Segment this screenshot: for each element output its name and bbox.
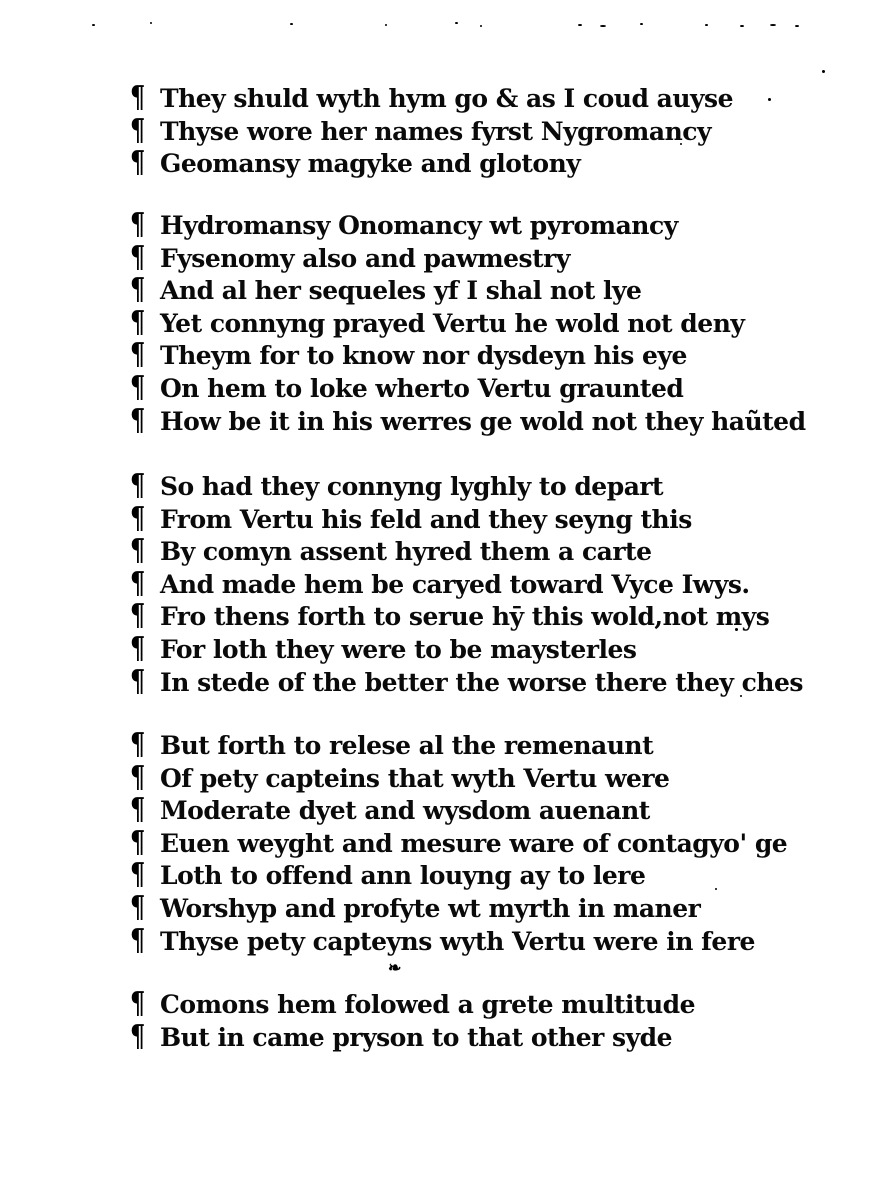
verse-line [130, 630, 850, 666]
stanza-4 [130, 729, 850, 957]
verse-text: Thyse pety capteyns wyth Vertu were in fere [160, 926, 755, 956]
stanza-3 [130, 470, 850, 698]
paragraph-mark-icon: ¶ [130, 80, 145, 115]
scan-speck [385, 24, 387, 26]
verse-line [130, 824, 850, 860]
verse-text: Comons hem folowed a grete multitude [160, 990, 696, 1019]
verse-text: On hem to loke wherto Vertu graunted [160, 373, 684, 403]
paragraph-mark-icon: ¶ [130, 565, 145, 601]
paragraph-mark-icon: ¶ [130, 922, 145, 958]
verse-line [130, 663, 850, 699]
paragraph-mark-icon: ¶ [130, 663, 145, 699]
verse-text: By comyn assent hyred them a carte [160, 537, 652, 567]
paragraph-mark-icon: ¶ [130, 759, 145, 795]
scan-speck [740, 25, 744, 27]
verse-text: Loth to offend ann louyng ay to lere [160, 861, 646, 891]
scan-speck [640, 23, 643, 25]
stanza-1 [130, 82, 850, 180]
verse-line [130, 274, 850, 307]
verse-text: Of pety capteins that wyth Vertu were [160, 763, 670, 793]
verse-line [130, 600, 850, 633]
verse-line [130, 209, 850, 242]
scan-speck [290, 23, 293, 25]
verse-line [130, 794, 850, 827]
verse-line [130, 988, 850, 1021]
verse-text: Worshyp and profyte wt myrth in maner [160, 893, 701, 923]
verse-line [130, 922, 850, 958]
paragraph-mark-icon: ¶ [130, 533, 145, 569]
paragraph-mark-icon: ¶ [130, 889, 145, 925]
verse-text: Yet connyng prayed Vertu he wold not deny [160, 308, 745, 338]
verse-line [130, 82, 850, 115]
paragraph-mark-icon: ¶ [130, 630, 145, 666]
verse-line [130, 889, 850, 925]
verse-text: Hydromansy Onomancy wt pyromancy [160, 211, 678, 240]
verse-line [130, 147, 850, 180]
verse-line [130, 729, 850, 762]
verse-text: Fro thens forth to serue hȳ this wold,not mys [160, 602, 770, 632]
verse-text: They shuld wyth hym go & as I coud auyse [160, 84, 734, 113]
verse-line [130, 500, 850, 536]
scan-speck [578, 24, 582, 26]
scan-speck [455, 22, 458, 24]
paragraph-mark-icon: ¶ [130, 239, 145, 275]
paragraph-mark-icon: ¶ [130, 369, 145, 405]
paragraph-mark-icon: ¶ [130, 337, 145, 373]
scan-speck [92, 24, 95, 26]
scan-speck [480, 25, 482, 27]
paragraph-mark-icon: ¶ [130, 304, 145, 340]
verse-text: So had they connyng lyghly to depart [160, 472, 664, 501]
scan-speck [770, 24, 776, 26]
verse-line [130, 369, 850, 405]
verse-text: But in came pryson to that other syde [160, 1022, 672, 1052]
verse-text: Theym for to know nor dysdeyn his eye [160, 341, 687, 371]
stanza-5 [130, 988, 850, 1053]
verse-text: How be it in his werres ge wold not they haũted [160, 406, 806, 436]
verse-text: In stede of the better the worse there they ches [160, 667, 803, 697]
paragraph-mark-icon: ¶ [130, 598, 145, 634]
paragraph-mark-icon: ¶ [130, 857, 145, 893]
paragraph-mark-icon: ¶ [130, 824, 145, 860]
verse-line [130, 304, 850, 340]
paragraph-mark-icon: ¶ [130, 727, 145, 762]
verse-line [130, 1018, 850, 1054]
scan-speck [705, 24, 708, 26]
paragraph-mark-icon: ¶ [130, 272, 145, 308]
verse-line [130, 239, 850, 275]
paragraph-mark-icon: ¶ [130, 792, 145, 828]
paragraph-mark-icon: ¶ [130, 468, 145, 503]
ornament-mark: ❧ [388, 958, 402, 977]
verse-text: Geomansy magyke and glotony [160, 149, 581, 179]
verse-text: From Vertu his feld and they seyng this [160, 504, 692, 534]
scan-speck [600, 25, 606, 27]
verse-line [130, 565, 850, 601]
verse-text: And al her sequeles yf I shal not lye [160, 276, 642, 306]
verse-text: But forth to relese al the remenaunt [160, 731, 654, 760]
verse-line [130, 402, 850, 438]
paragraph-mark-icon: ¶ [130, 986, 145, 1021]
paragraph-mark-icon: ¶ [130, 1018, 145, 1054]
paragraph-mark-icon: ¶ [130, 112, 145, 148]
verse-text: And made hem be caryed toward Vyce Iwys. [160, 569, 750, 599]
verse-text: Moderate dyet and wysdom auenant [160, 796, 650, 826]
verse-line [130, 859, 850, 892]
verse-line [130, 535, 850, 568]
scan-speck [822, 70, 825, 73]
paragraph-mark-icon: ¶ [130, 402, 145, 438]
scan-speck [795, 25, 799, 27]
verse-text: For loth they were to be maysterles [160, 634, 637, 664]
verse-text: Fysenomy also and pawmestry [160, 243, 570, 273]
verse-text: Euen weyght and mesure ware of contagyo' ge [160, 828, 788, 858]
scan-speck [150, 22, 152, 24]
paragraph-mark-icon: ¶ [130, 207, 145, 242]
verse-line [130, 112, 850, 148]
verse-line [130, 759, 850, 795]
verse-line [130, 339, 850, 372]
paragraph-mark-icon: ¶ [130, 145, 145, 181]
verse-line [130, 470, 850, 503]
paragraph-mark-icon: ¶ [130, 500, 145, 536]
stanza-2 [130, 209, 850, 437]
verse-text: Thyse wore her names fyrst Nygromancy [160, 116, 711, 146]
